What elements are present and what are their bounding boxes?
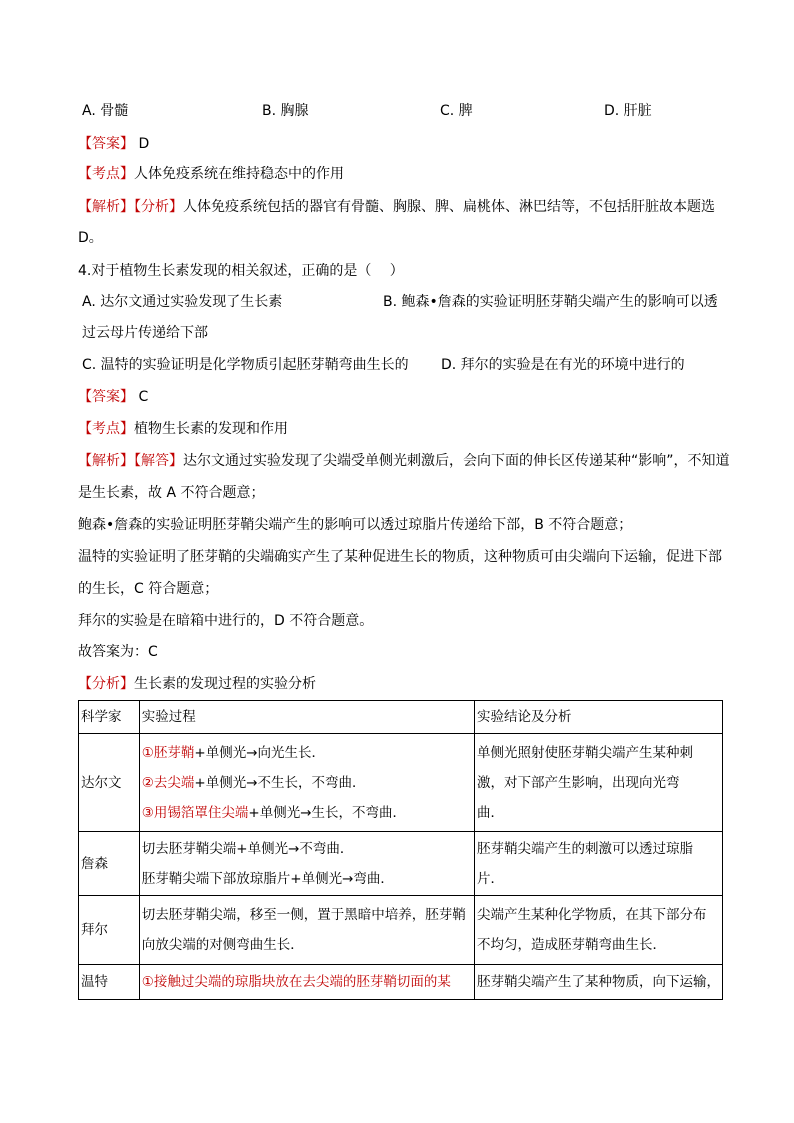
conclusion-cell: 单侧光照射使胚芽鞘尖端产生某种刺 激，对下部产生影响，出现向光弯 曲． bbox=[474, 734, 722, 832]
q4-kaodian bbox=[78, 419, 288, 439]
q4-final-answer: 故答案为：C bbox=[78, 644, 158, 660]
process-cell bbox=[139, 832, 474, 896]
process-cell bbox=[139, 896, 474, 965]
scientist-cell: 詹森 bbox=[79, 832, 140, 896]
conclusion-cell: 胚芽鞘尖端产生的刺激可以透过琼脂 片． bbox=[474, 832, 722, 896]
q4-jiexi-line5: 的生长，C 符合题意； bbox=[78, 581, 219, 597]
answer-tag: 【答案】 bbox=[78, 136, 134, 152]
conclusion-cell: 尖端产生某种化学物质，在其下部分布 不均匀，造成胚芽鞘弯曲生长． bbox=[474, 896, 722, 965]
q3-answer bbox=[78, 134, 149, 154]
fenxi-text: 生长素的发现过程的实验分析 bbox=[134, 676, 316, 692]
process-cell bbox=[139, 734, 474, 832]
header-conclusion: 实验结论及分析 bbox=[474, 701, 722, 734]
q4-jiexi-line3: 鲍森•詹森的实验证明胚芽鞘尖端产生的影响可以透过琼脂片传递给下部，B 不符合题意； bbox=[78, 517, 633, 533]
q4-option-d: D. 拜尔的实验是在有光的环境中进行的 bbox=[441, 357, 685, 373]
table-row bbox=[79, 832, 723, 896]
scientist-cell: 温特 bbox=[79, 965, 140, 1000]
kaodian-text: 人体免疫系统在维持稳态中的作用 bbox=[134, 166, 344, 182]
q4-answer bbox=[78, 387, 148, 407]
q3-kaodian bbox=[78, 164, 344, 184]
answer-value: C bbox=[138, 389, 149, 405]
q4-jiexi bbox=[78, 451, 730, 471]
header-process: 实验过程 bbox=[139, 701, 474, 734]
kaodian-tag: 【考点】 bbox=[78, 166, 134, 182]
q3-option-a: A. 骨髓 bbox=[82, 103, 129, 119]
jiexi-tag: 【解析】【解答】 bbox=[78, 453, 183, 469]
jiexi-tag: 【解析】【分析】 bbox=[78, 199, 183, 215]
process-line: ②去尖端+单侧光→不生长，不弯曲． bbox=[141, 774, 366, 791]
q4-jiexi-line4: 温特的实验证明了胚芽鞘的尖端确实产生了某种促进生长的物质，这种物质可由尖端向下运输，促进下部 bbox=[78, 549, 722, 565]
q4-option-b: B. 鲍森•詹森的实验证明胚芽鞘尖端产生的影响可以透 bbox=[383, 294, 718, 310]
q3-option-d: D. 肝脏 bbox=[604, 103, 652, 119]
conclusion-cell: 胚芽鞘尖端产生了某种物质，向下运输， bbox=[474, 965, 722, 1000]
q4-jiexi-line6: 拜尔的实验是在暗箱中进行的，D 不符合题意。 bbox=[78, 613, 374, 629]
jiexi-text: 达尔文通过实验发现了尖端受单侧光刺激后，会向下面的伸长区传递某种“影响”，不知道 bbox=[183, 453, 730, 469]
q4-option-a: A. 达尔文通过实验发现了生长素 bbox=[82, 294, 283, 310]
table-row bbox=[79, 896, 723, 965]
process-line: 切去胚芽鞘尖端+单侧光→不弯曲． bbox=[141, 840, 354, 857]
scientist-cell: 拜尔 bbox=[79, 896, 140, 965]
q3-jiexi-cont: D。 bbox=[78, 230, 103, 246]
answer-tag: 【答案】 bbox=[78, 389, 134, 405]
q4-option-c: C. 温特的实验证明是化学物质引起胚芽鞘弯曲生长的 bbox=[82, 357, 409, 373]
q3-jiexi bbox=[78, 197, 715, 217]
process-line: ①接触过尖端的琼脂块放在去尖端的胚芽鞘切面的某 bbox=[141, 974, 451, 990]
q4-option-b-cont: 过云母片传递给下部 bbox=[82, 325, 208, 341]
process-line: ③用锡箔罩住尖端+单侧光→生长，不弯曲． bbox=[141, 804, 407, 821]
q4-stem: 4.对于植物生长素发现的相关叙述，正确的是（ ） bbox=[78, 263, 404, 279]
experiment-table bbox=[78, 700, 723, 1000]
header-scientist: 科学家 bbox=[79, 701, 140, 734]
process-line: 切去胚芽鞘尖端，移至一侧，置于黑暗中培养，胚芽鞘 bbox=[141, 907, 466, 923]
fenxi-tag: 【分析】 bbox=[78, 676, 134, 692]
scientist-cell: 达尔文 bbox=[79, 734, 140, 832]
process-line: 胚芽鞘尖端下部放琼脂片+单侧光→弯曲． bbox=[141, 870, 394, 887]
process-cell bbox=[139, 965, 474, 1000]
jiexi-text: 人体免疫系统包括的器官有骨髓、胸腺、脾、扁桃体、淋巴结等，不包括肝脏故本题选 bbox=[183, 199, 715, 215]
answer-value: D bbox=[138, 136, 150, 152]
process-line: 向放尖端的对侧弯曲生长． bbox=[141, 937, 304, 953]
q4-fenxi bbox=[78, 674, 316, 694]
kaodian-text: 植物生长素的发现和作用 bbox=[134, 421, 288, 437]
table-row bbox=[79, 734, 723, 832]
kaodian-tag: 【考点】 bbox=[78, 421, 134, 437]
table-row bbox=[79, 965, 723, 1000]
q3-option-c: C. 脾 bbox=[440, 103, 473, 119]
table-header-row bbox=[79, 701, 723, 734]
q3-option-b: B. 胸腺 bbox=[262, 103, 309, 119]
q4-jiexi-line2: 是生长素，故 A 不符合题意； bbox=[78, 485, 265, 501]
process-line: ①胚芽鞘+单侧光→向光生长． bbox=[141, 744, 326, 761]
